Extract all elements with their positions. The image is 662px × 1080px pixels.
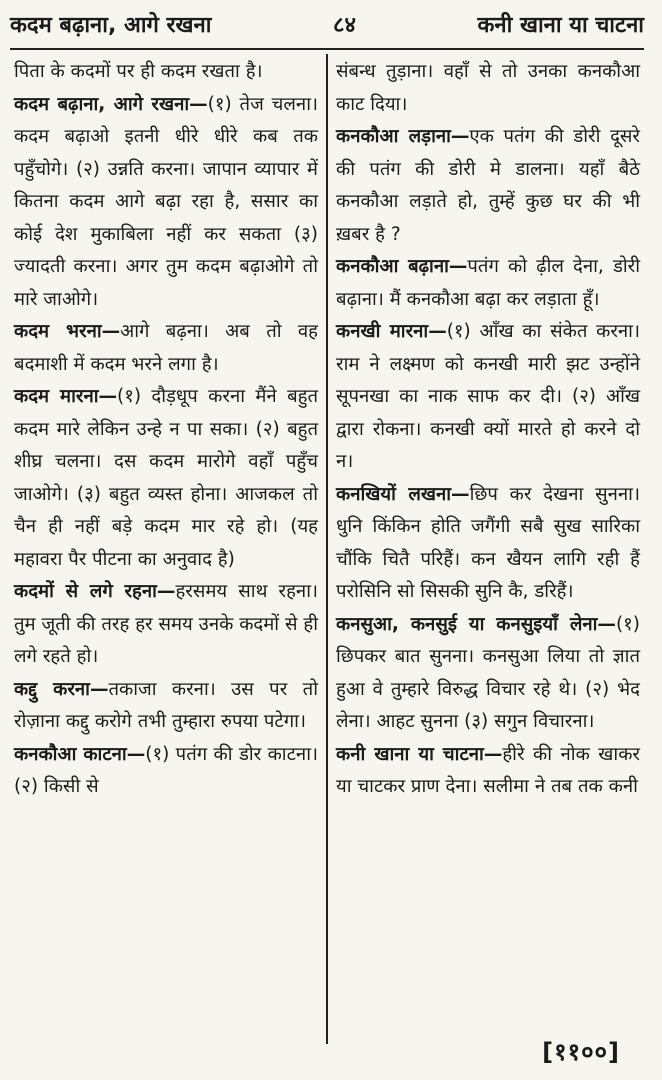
entry-body: तकाजा करना। उस पर तो रोज़ाना कद्दु करोगे तभी तुम्हारा रुपया पटेगा। bbox=[14, 678, 318, 732]
entry bbox=[336, 739, 640, 804]
entry bbox=[336, 251, 640, 316]
entry bbox=[336, 121, 640, 251]
entry-head: कनकौआ काटना— bbox=[14, 743, 146, 765]
entry bbox=[336, 56, 640, 121]
entry-body: पतंग को ढ़ील देना, डोरी बढ़ाना। मैं कनकौआ बढ़ा कर लड़ाता हूँ। bbox=[336, 256, 640, 310]
entry-body: (१) आँख का संकेत करना। राम ने लक्ष्मण को कनखी मारी झट उन्होंने सूपनखा का नाक साफ कर दी। (२) आँख द्वारा रोकना। कनखी क्यों मारते हो करने दो न। bbox=[336, 321, 640, 472]
entry bbox=[14, 674, 318, 739]
entry-head: कदमों से लगे रहना— bbox=[14, 581, 176, 602]
entry bbox=[336, 316, 640, 479]
entry bbox=[336, 479, 640, 609]
entry-body: हीरे की नोक खाकर या चाटकर प्राण देना। सलीमा ने तब तक कनी bbox=[336, 743, 640, 797]
entry bbox=[14, 739, 318, 804]
entry-head: कनी खाना या चाटना— bbox=[336, 743, 503, 765]
entry bbox=[14, 56, 318, 89]
two-column-body bbox=[6, 54, 648, 1044]
entry-body: (१) छिपकर बात सुनना। कनसुआ लिया तो ज्ञात हुआ वे तुम्हारे विरुद्ध विचार रहे थे। (२) भेद लेना। आहट सुनना (३) सगुन विचारना। bbox=[336, 613, 640, 732]
entry-head: कद्दु करना— bbox=[14, 678, 109, 700]
right-column bbox=[328, 54, 648, 1044]
entry bbox=[14, 316, 318, 381]
entry-head: कदम बढ़ाना, आगे रखना— bbox=[14, 93, 208, 115]
entry-body: पिता के कदमों पर ही कदम रखता है। bbox=[14, 61, 263, 82]
entry-head: कनखी मारना— bbox=[336, 321, 447, 342]
entry-head: कनखियों लखना— bbox=[336, 483, 470, 505]
entry bbox=[336, 609, 640, 739]
entry-body: हरसमय साथ रहना। तुम जूती की तरह हर समय उनके कदमों से ही लगे रहते हो। bbox=[14, 581, 319, 667]
entry-body: (१) दौड़धूप करना मैंने बहुत कदम मारे लेकिन उन्हे न पा सका। (२) बहुत शीघ्र चलना। दस कदम मारोगे वहाँ पहुँच जाओगे। (३) बहुत व्यस्त होना। आजकल तो चैन ही नहीं बड़े कदम मार रहे हो। (यह महावरा पैर पीटना का अनुवाद है) bbox=[14, 386, 318, 570]
entry-body: छिप कर देखना सुनना। धुनि किंकिन होति जगैंगी सबै सुख सारिका चौंकि चितै परिहैं। कन खैयन लागि रही हैं परोसिनि सो सिसकी सुनि कै, डरिहैं। bbox=[336, 483, 640, 602]
entry bbox=[14, 576, 318, 674]
entry-body: एक पतंग की डोरी दूसरे की पतंग की डोरी मे डालना। यहाँ बैठे कनकौआ लड़ाते हो, तुम्हें कुछ घर की भी ख़बर है ? bbox=[336, 126, 640, 245]
entry-body: संबन्ध तुड़ाना। वहाँ से तो उनका कनकौआ काट दिया। bbox=[336, 61, 640, 115]
entry-head: कदम भरना— bbox=[14, 321, 121, 342]
entry bbox=[14, 381, 318, 576]
serial-number: [११००] bbox=[542, 1038, 620, 1066]
header-right-title: कनी खाना या चाटना bbox=[477, 13, 644, 38]
header-left-title: कदम बढ़ाना, आगे रखना bbox=[10, 13, 212, 38]
entry-body: आगे बढ़ना। अब तो वह बदमाशी में कदम भरने लगा है। bbox=[14, 321, 318, 375]
entry-head: कनकौआ लड़ाना— bbox=[336, 126, 470, 147]
page-number: ८४ bbox=[333, 13, 356, 38]
entry-body: (१) पतंग की डोर काटना। (२) किसी से bbox=[14, 743, 318, 797]
entry-head: कनसुआ, कनसुई या कनसुइयाँ लेना— bbox=[336, 613, 616, 635]
entry-body: (१) तेज चलना। कदम बढ़ाओ इतनी धीरे धीरे कब तक पहुँचोगे। (२) उन्नति करना। जापान व्यापार में कितना कदम आगे बढ़ा रहा है, ससार का कोई देश मुकाबिला नहीं कर सकता (३) ज्यादती करना। अगर तुम कदम बढ़ाओगे तो मारे जाओगे। bbox=[14, 93, 318, 310]
left-column bbox=[6, 54, 328, 1044]
entry-head: कदम मारना— bbox=[14, 386, 117, 407]
page-header bbox=[10, 0, 644, 50]
entry-head: कनकौआ बढ़ाना— bbox=[336, 256, 468, 277]
entry bbox=[14, 89, 318, 317]
